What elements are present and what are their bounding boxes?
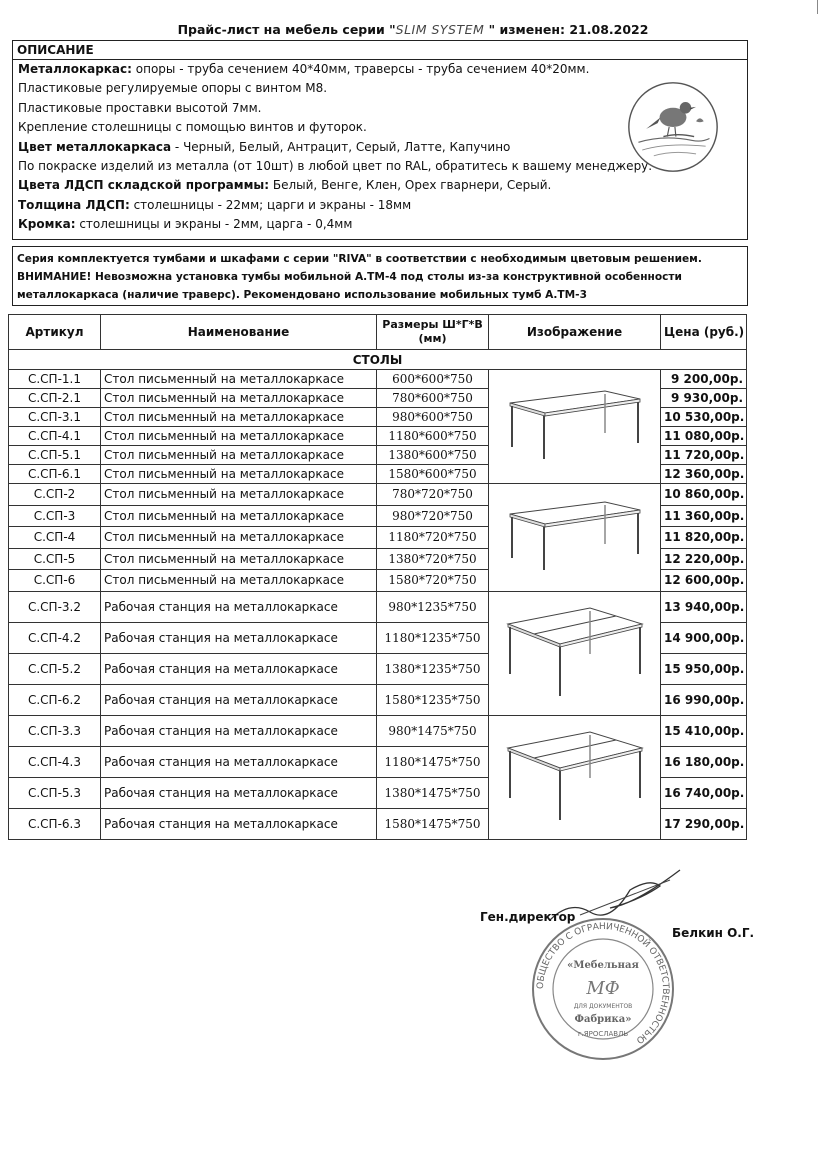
- price-cell: 15 950,00р.: [661, 653, 747, 684]
- name-cell: Стол письменный на металлокаркасе: [101, 527, 377, 549]
- size-cell: 1180*600*750: [377, 427, 489, 446]
- size-cell: 980*720*750: [377, 505, 489, 527]
- article-cell: С.СП-1.1: [9, 370, 101, 389]
- size-cell: 1380*600*750: [377, 446, 489, 465]
- description-label: Цвета ЛДСП складской программы:: [18, 178, 270, 193]
- header-price: Цена (руб.): [661, 315, 747, 350]
- article-cell: С.СП-4.2: [9, 622, 101, 653]
- price-cell: 14 900,00р.: [661, 622, 747, 653]
- description-label: Цвет металлокаркаса: [18, 139, 172, 154]
- price-cell: 15 410,00р.: [661, 715, 747, 746]
- size-cell: 1580*720*750: [377, 570, 489, 592]
- description-line: [13, 215, 747, 234]
- description-heading: ОПИСАНИЕ: [13, 41, 747, 60]
- workstation-icon: [500, 726, 650, 826]
- article-cell: С.СП-2.1: [9, 389, 101, 408]
- size-cell: 1180*720*750: [377, 527, 489, 549]
- table-header-row: [9, 315, 747, 350]
- price-cell: 11 720,00р.: [661, 446, 747, 465]
- description-text: По покраске изделий из металла (от 10шт) в любой цвет по RAL, обратитесь к вашему менеджеру.: [18, 159, 653, 174]
- article-cell: С.СП-6.1: [9, 465, 101, 484]
- page-title: [0, 22, 826, 37]
- article-cell: С.СП-4: [9, 527, 101, 549]
- size-cell: 1180*1475*750: [377, 746, 489, 777]
- price-cell: 11 080,00р.: [661, 427, 747, 446]
- price-cell: 12 600,00р.: [661, 570, 747, 592]
- image-cell: [489, 591, 661, 715]
- page-edge-mark: [817, 0, 818, 14]
- price-cell: 16 740,00р.: [661, 777, 747, 808]
- description-text: столешницы - 22мм; царги и экраны - 18мм: [129, 197, 412, 212]
- price-cell: 11 360,00р.: [661, 505, 747, 527]
- image-cell: [489, 484, 661, 592]
- article-cell: С.СП-3: [9, 505, 101, 527]
- stamp-docs: ДЛЯ ДОКУМЕНТОВ: [573, 1003, 633, 1010]
- header-size: Размеры Ш*Г*В (мм): [377, 315, 489, 350]
- name-cell: Стол письменный на металлокаркасе: [101, 484, 377, 506]
- price-cell: 16 180,00р.: [661, 746, 747, 777]
- size-cell: 980*600*750: [377, 408, 489, 427]
- header-image: Изображение: [489, 315, 661, 350]
- article-cell: С.СП-3.1: [9, 408, 101, 427]
- signer-name: Белкин О.Г.: [672, 926, 755, 940]
- desk-icon: [500, 385, 650, 465]
- description-text: Пластиковые проставки высотой 7мм.: [18, 100, 262, 115]
- stamp-monogram: МФ: [586, 978, 620, 999]
- article-cell: С.СП-3.2: [9, 591, 101, 622]
- size-cell: 1180*1235*750: [377, 622, 489, 653]
- name-cell: Рабочая станция на металлокаркасе: [101, 808, 377, 839]
- description-text: Белый, Венге, Клен, Орех гварнери, Серый.: [269, 178, 552, 193]
- size-cell: 1380*1235*750: [377, 653, 489, 684]
- article-cell: С.СП-5.2: [9, 653, 101, 684]
- article-cell: С.СП-6.2: [9, 684, 101, 715]
- name-cell: Стол письменный на металлокаркасе: [101, 570, 377, 592]
- price-cell: 10 530,00р.: [661, 408, 747, 427]
- price-cell: 12 360,00р.: [661, 465, 747, 484]
- name-cell: Рабочая станция на металлокаркасе: [101, 746, 377, 777]
- description-text: Пластиковые регулируемые опоры с винтом М8.: [18, 81, 328, 96]
- section-row: [9, 350, 747, 370]
- section-title: СТОЛЫ: [9, 350, 747, 370]
- price-cell: 10 860,00р.: [661, 484, 747, 506]
- stamp-city: г.ЯРОСЛАВЛЬ: [577, 1030, 629, 1038]
- size-cell: 1380*720*750: [377, 548, 489, 570]
- article-cell: С.СП-5.3: [9, 777, 101, 808]
- price-table: [8, 314, 747, 840]
- article-cell: С.СП-5: [9, 548, 101, 570]
- image-cell: [489, 370, 661, 484]
- description-box: [12, 40, 748, 240]
- size-cell: 980*1475*750: [377, 715, 489, 746]
- description-text: опоры - труба сечением 40*40мм, траверсы - труба сечением 40*20мм.: [131, 62, 590, 76]
- price-cell: 11 820,00р.: [661, 527, 747, 549]
- note-line: металлокаркаса (наличие траверс). Рекомендовано использование мобильных тумб А.ТМ-3: [17, 289, 587, 301]
- workstation-icon: [500, 602, 650, 702]
- stamp-name-bottom: Фабрика»: [574, 1014, 632, 1025]
- header-article: Артикул: [9, 315, 101, 350]
- price-cell: 9 200,00р.: [661, 370, 747, 389]
- size-cell: 600*600*750: [377, 370, 489, 389]
- size-cell: 1580*1235*750: [377, 684, 489, 715]
- article-cell: С.СП-6.3: [9, 808, 101, 839]
- description-label: Толщина ЛДСП:: [18, 197, 130, 212]
- article-cell: С.СП-4.3: [9, 746, 101, 777]
- description-text: столешницы и экраны - 2мм, царга - 0,4мм: [75, 217, 353, 232]
- article-cell: С.СП-5.1: [9, 446, 101, 465]
- description-label: Кромка:: [18, 217, 76, 232]
- article-cell: С.СП-4.1: [9, 427, 101, 446]
- title-brand: SLIM SYSTEM: [395, 22, 485, 37]
- table-row: [9, 715, 747, 746]
- price-cell: 9 930,00р.: [661, 389, 747, 408]
- name-cell: Стол письменный на металлокаркасе: [101, 408, 377, 427]
- note-warning: ВНИМАНИЕ! Невозможна установка тумбы мобильной А.ТМ-4 под столы из-за конструктивной особенности: [17, 271, 682, 283]
- name-cell: Стол письменный на металлокаркасе: [101, 389, 377, 408]
- table-row: [9, 591, 747, 622]
- description-line: [13, 196, 747, 215]
- name-cell: Стол письменный на металлокаркасе: [101, 446, 377, 465]
- stamp-name-top: «Мебельная: [567, 960, 639, 971]
- name-cell: Рабочая станция на металлокаркасе: [101, 622, 377, 653]
- signature-position: Ген.директор: [480, 910, 576, 924]
- series-note: [12, 246, 748, 306]
- name-cell: Рабочая станция на металлокаркасе: [101, 715, 377, 746]
- note-line: Серия комплектуется тумбами и шкафами с серии "RIVA" в соответствии с необходимым цветовым решением.: [17, 253, 702, 265]
- stamp-ring-text: ОБЩЕСТВО С ОГРАНИЧЕННОЙ ОТВЕТСТВЕННОСТЬЮ: [535, 921, 671, 1046]
- image-cell: [489, 715, 661, 839]
- size-cell: 1380*1475*750: [377, 777, 489, 808]
- size-cell: 980*1235*750: [377, 591, 489, 622]
- description-text: - Черный, Белый, Антрацит, Серый, Латте, Капучино: [171, 139, 511, 154]
- size-cell: 780*720*750: [377, 484, 489, 506]
- name-cell: Стол письменный на металлокаркасе: [101, 505, 377, 527]
- title-suffix: " изменен: 21.08.2022: [484, 22, 649, 37]
- name-cell: Стол письменный на металлокаркасе: [101, 465, 377, 484]
- name-cell: Рабочая станция на металлокаркасе: [101, 684, 377, 715]
- size-cell: 1580*600*750: [377, 465, 489, 484]
- size-cell: 1580*1475*750: [377, 808, 489, 839]
- name-cell: Рабочая станция на металлокаркасе: [101, 777, 377, 808]
- desk-icon: [500, 496, 650, 576]
- article-cell: С.СП-3.3: [9, 715, 101, 746]
- price-cell: 17 290,00р.: [661, 808, 747, 839]
- bird-logo-icon: [625, 79, 721, 175]
- name-cell: Стол письменный на металлокаркасе: [101, 427, 377, 446]
- header-name: Наименование: [101, 315, 377, 350]
- name-cell: Стол письменный на металлокаркасе: [101, 370, 377, 389]
- description-line: [13, 176, 747, 195]
- name-cell: Стол письменный на металлокаркасе: [101, 548, 377, 570]
- title-prefix: Прайс-лист на мебель серии ": [177, 22, 396, 37]
- size-cell: 780*600*750: [377, 389, 489, 408]
- article-cell: С.СП-2: [9, 484, 101, 506]
- description-line: [13, 60, 747, 79]
- article-cell: С.СП-6: [9, 570, 101, 592]
- table-row: [9, 370, 747, 389]
- price-cell: 12 220,00р.: [661, 548, 747, 570]
- description-text: Крепление столешницы с помощью винтов и футорок.: [18, 120, 367, 135]
- price-cell: 13 940,00р.: [661, 591, 747, 622]
- description-label: Металлокаркас:: [18, 62, 132, 76]
- company-stamp: [528, 914, 678, 1064]
- table-row: [9, 484, 747, 506]
- name-cell: Рабочая станция на металлокаркасе: [101, 653, 377, 684]
- price-cell: 16 990,00р.: [661, 684, 747, 715]
- name-cell: Рабочая станция на металлокаркасе: [101, 591, 377, 622]
